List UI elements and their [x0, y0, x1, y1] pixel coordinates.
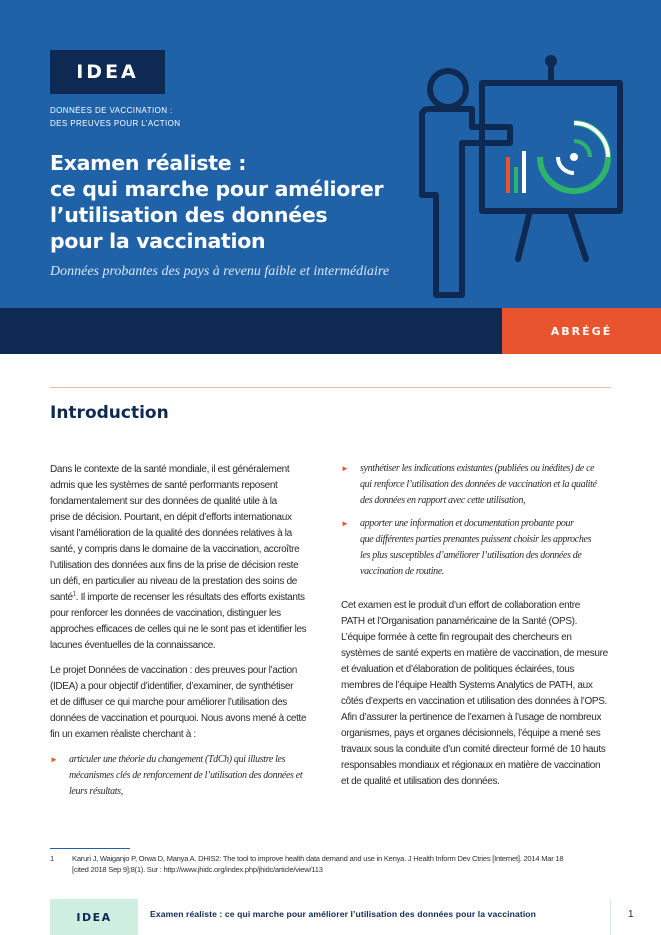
text-line: et de qualité et utilisation des données. — [341, 776, 500, 787]
list-item — [341, 516, 613, 580]
paragraph-collaboration — [341, 598, 613, 790]
text-line: membres de l’équipe Health Systems Analytics de PATH, aux — [341, 680, 593, 691]
list-item-text — [360, 461, 597, 509]
text-line: L’équipe formée à cette fin regroupait des chercheurs en — [341, 632, 572, 643]
footnote — [50, 853, 630, 875]
text-line: synthétiser les indications existantes (publiées ou inédites) de ce — [360, 463, 595, 474]
right-column — [341, 461, 613, 799]
paragraph-context: Dans le contexte de la santé mondiale, il est généralement admis que les systèmes de santé performants reposent fondamentalement sur des données de qualité utile à la prise de décision. Pourtant, en dépit d’efforts internationaux visant l’amélioration de la qualité des données relatives à la santé, y compris dans le domaine de la vaccination, accroître l’utilisation des données aux fins de la prise de décision reste un défi, en particulier au niveau de la prestation des soins de santé$^1$. Il importe de recenser les résultats des efforts existants pour renforcer les données de vaccination, distinguer les approches efficaces de celles qui ne le sont pas et identifier les lacunes éventuelles de la connaissance. — [50, 464, 307, 651]
presenter-with-chart-board-icon — [410, 45, 640, 300]
text-line: vaccination de routine. — [360, 566, 445, 577]
footnote-divider — [50, 848, 130, 849]
text-line: Il importe de recenser les résultats des efforts existants — [80, 592, 305, 603]
text-line: visant l’amélioration de la qualité des données relatives à la — [50, 528, 292, 539]
list-item-text — [69, 752, 302, 800]
text-line: responsables mondiaux et régionaux en matière de vaccination — [341, 760, 601, 771]
text-line: qui renforce l’utilisation des données de vaccination et la qualité — [360, 479, 597, 490]
text-line: prise de décision. Pourtant, en dépit d’efforts internationaux — [50, 512, 292, 523]
text-line: un défi, en particulier au niveau de la prestation des soins de — [50, 576, 298, 587]
text-line: Karuri J, Waiganjo P, Orwa D, Manya A. DHIS2: The tool to improve health data demand and use in Kenya. J Health Inform Dev Ctries [Internet]. 2014 Mar 18 — [72, 854, 564, 863]
left-column — [50, 462, 320, 807]
text-line: côtés d’experts en vaccination et utilisation des données à l’OPS. — [341, 696, 607, 707]
footnote-number: 1 — [50, 854, 54, 863]
text-line: Dans le contexte de la santé mondiale, il est généralement — [50, 464, 290, 475]
text-line: (IDEA) a pour objectif d’identifier, d’examiner, de synthétiser — [50, 681, 294, 692]
series-label — [50, 104, 180, 130]
list-item — [341, 461, 613, 509]
text-line: mécanismes clés de renforcement de l’utilisation des données et — [69, 770, 303, 781]
document-type-tag: ABRÉGÉ — [502, 308, 661, 354]
footnote-ref[interactable]: 1 — [72, 591, 76, 598]
text-line: et de diffuser ce qui marche pour améliorer l’utilisation des — [50, 697, 287, 708]
text-line: leurs résultats, — [69, 786, 123, 797]
text-line: santé, y compris dans le domaine de la vaccination, accroître — [50, 544, 300, 555]
page-title-line-4: pour la vaccination — [50, 229, 266, 253]
text-line: approches efficaces de celles qui ne le sont pas et identifier les — [50, 624, 307, 635]
page-subtitle: Données probantes des pays à revenu faible et intermédiaire — [50, 264, 390, 279]
page-title-line-2: ce qui marche pour améliorer — [50, 177, 384, 201]
text-line: travaux sous la conduite d’un comité directeur formé de 10 hauts — [341, 744, 606, 755]
text-line: fondamentalement sur des données de qualité utile à la — [50, 496, 277, 507]
text-line: l’utilisation des données aux fins de la prise de décision reste — [50, 560, 299, 571]
triangle-bullet-icon: ► — [341, 464, 349, 473]
cover-header — [0, 0, 661, 308]
page-title-line-3: l’utilisation des données — [50, 203, 328, 227]
text-line: données de vaccination et pourquoi. Nous avons mené à cette — [50, 713, 307, 724]
paragraph-project — [50, 663, 320, 743]
footer-divider — [610, 899, 611, 935]
page-title-line-1: Examen réaliste : — [50, 151, 247, 175]
text-line: et évaluation et d’élaboration de politiques éclairées, tous — [341, 664, 575, 675]
text-line: santé — [50, 592, 73, 603]
text-line: fin un examen réaliste cherchant à : — [50, 729, 196, 740]
text-line: pour renforcer les données de vaccination, distinguer les — [50, 608, 281, 619]
text-line: apporter une information et documentation probante pour — [360, 518, 574, 529]
text-line: organismes, pays et organes décisionnels, l’équipe a mené ses — [341, 728, 601, 739]
section-title: Introduction — [50, 403, 169, 423]
text-line: Cet examen est le produit d’un effort de collaboration entre — [341, 600, 580, 611]
text-line: admis que les systèmes de santé performants reposent — [50, 480, 278, 491]
footer-logo: IDEA — [50, 899, 138, 935]
footer-title: Examen réaliste : ce qui marche pour améliorer l’utilisation des données pour la vaccination — [150, 909, 537, 919]
triangle-bullet-icon: ► — [341, 519, 349, 528]
page-title — [50, 150, 383, 254]
idea-logo: IDEA — [50, 50, 165, 94]
text-line: des données en rapport avec cette utilisation, — [360, 495, 526, 506]
text-line: systèmes de santé experts en matière de vaccination, de mesure — [341, 648, 608, 659]
text-line: PATH et l’Organisation panaméricaine de la Santé (OPS). — [341, 616, 578, 627]
list-item — [50, 752, 320, 800]
text-line: que différentes parties prenantes puissent choisir les approches — [360, 534, 592, 545]
text-line: lacunes éventuelles de la connaissance. — [50, 640, 216, 651]
list-item-text — [360, 516, 591, 580]
text-line: Le projet Données de vaccination : des preuves pour l’action — [50, 665, 297, 676]
page-number: 1 — [628, 909, 634, 920]
triangle-bullet-icon: ► — [50, 755, 58, 764]
text-line: articuler une théorie du changement (TdCh) qui illustre les — [69, 754, 286, 765]
footnote-text — [72, 853, 563, 875]
footnote-link[interactable]: [cited 2018 Sep 9];8(1). Sur : http://www.jhidc.org/index.php/jhidc/article/view/113 — [72, 865, 323, 874]
text-line: les plus susceptibles d’améliorer l’utilisation des données de — [360, 550, 582, 561]
section-divider — [50, 387, 611, 388]
series-label-line-2: DES PREUVES POUR L’ACTION — [50, 119, 181, 128]
series-label-line-1: DONNÉES DE VACCINATION : — [50, 106, 173, 115]
text-line: Afin d’assurer la pertinence de l’examen à l’usage de nombreux — [341, 712, 602, 723]
